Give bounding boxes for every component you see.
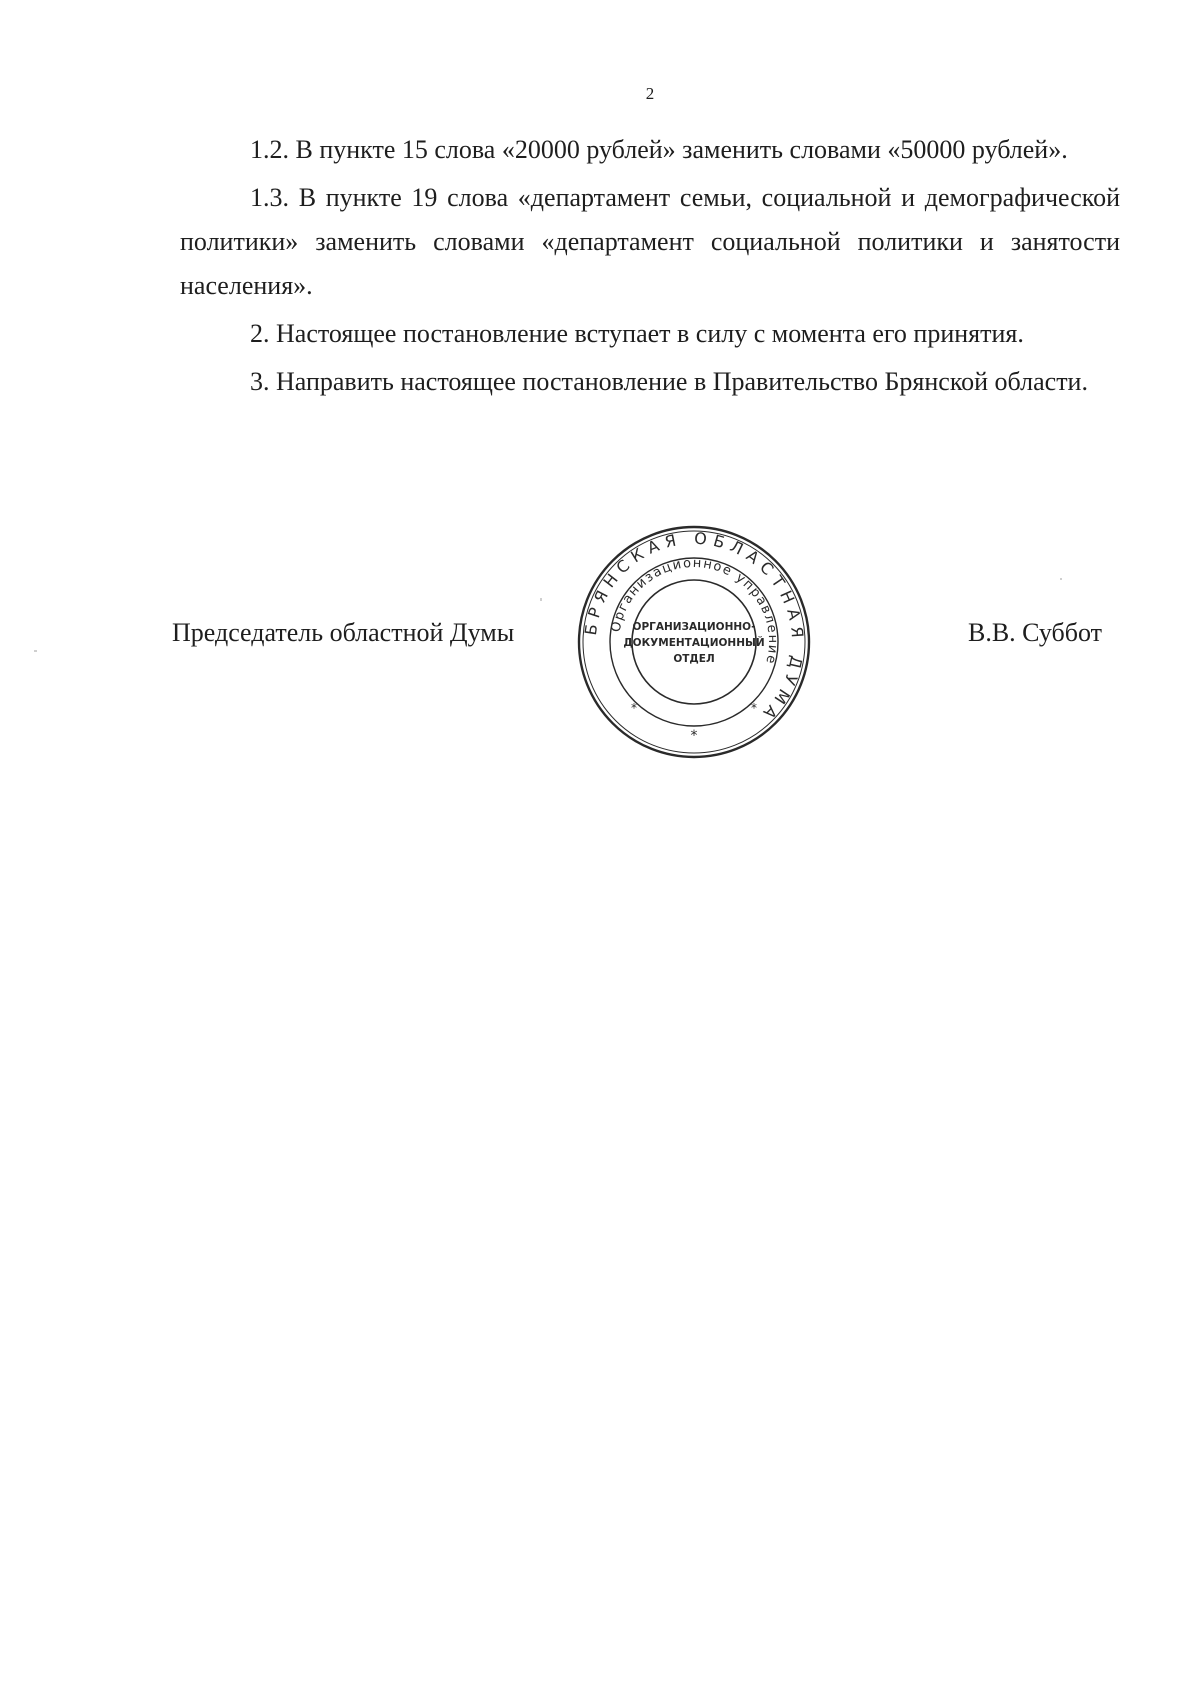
stamp-center-line-3: ОТДЕЛ	[673, 653, 715, 665]
signatory-name: В.В. Суббот	[967, 618, 1102, 647]
stamp-outer-textpath: БРЯНСКАЯ ОБЛАСТНАЯ ДУМА	[580, 528, 808, 727]
scan-mark	[34, 650, 37, 652]
paragraph-3: 3. Направить настоящее постановление в Правительство Брянской области.	[250, 367, 1088, 396]
stamp-star-bottom: *	[690, 728, 698, 744]
stamp-star-right: *	[751, 701, 757, 715]
stamp-inner-textpath: Организационное управление	[608, 555, 781, 667]
stamp-center-line-2: ДОКУМЕНТАЦИОННЫЙ	[623, 637, 765, 649]
scan-mark	[540, 598, 542, 601]
stamp-inner-ring-text	[609, 556, 781, 666]
page-number: 2	[645, 84, 655, 103]
paragraph-1-3: 1.3. В пункте 19 слова «департамент семьи, социальной и демографической политики» заменить словами «департамент социальной политики и занятости населения».	[180, 183, 1120, 300]
signatory-title: Председатель областной Думы	[172, 618, 515, 647]
paragraph-1-2: 1.2. В пункте 15 слова «20000 рублей» заменить словами «50000 рублей».	[250, 135, 1068, 164]
official-stamp	[576, 524, 812, 760]
paragraph-2: 2. Настоящее постановление вступает в силу с момента его принятия.	[250, 319, 1024, 348]
document-body	[180, 128, 1120, 408]
scan-mark	[1060, 578, 1062, 580]
stamp-center-line-1: ОРГАНИЗАЦИОННО-	[632, 621, 756, 633]
stamp-star-left: *	[631, 701, 637, 715]
